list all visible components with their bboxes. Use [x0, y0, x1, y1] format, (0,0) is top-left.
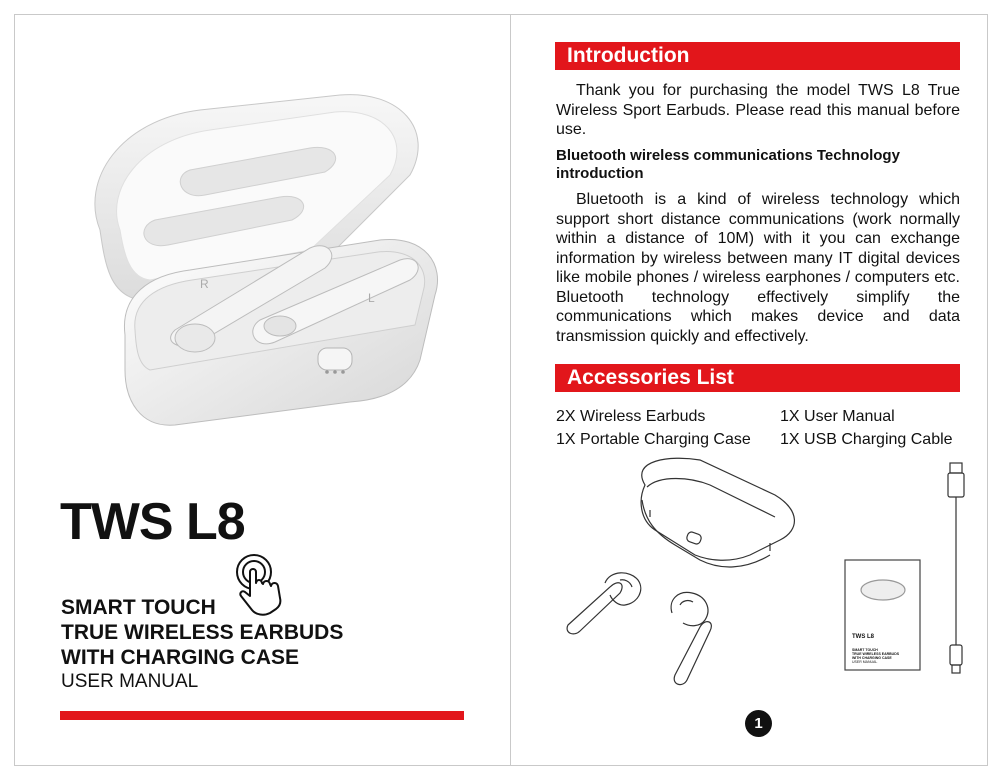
- product-title: TWS L8: [60, 493, 245, 551]
- mini-manual-title: TWS L8: [852, 634, 874, 640]
- bluetooth-subheading: Bluetooth wireless communications Technology introduction: [556, 147, 900, 182]
- intro-paragraph: Thank you for purchasing the model TWS L8 True Wireless Sport Earbuds. Please read this manual before use.: [556, 82, 960, 138]
- cover-accent-bar: [60, 711, 464, 720]
- accessory-item: 1X User Manual: [780, 408, 895, 425]
- introduction-heading: Introduction: [555, 42, 960, 70]
- content-page: [510, 0, 1000, 778]
- bluetooth-paragraph: Bluetooth is a kind of wireless technology which support short distance communications (work normally within a distance of 10M) with it you can exchange information by wireless between many IT digital devices like mobile phones / wireless earphones / computers etc. Bluetooth technology effectively simplify the communications which makes device and data transmission quickly and effectively.: [556, 191, 960, 345]
- mini-manual-line: SMART TOUCH: [852, 648, 878, 652]
- accessories-illustration: [550, 455, 990, 705]
- mini-manual-line: TRUE WIRELESS EARBUDS: [852, 652, 900, 656]
- page-number-badge: 1: [745, 710, 772, 737]
- accessory-item: 1X USB Charging Cable: [780, 431, 953, 448]
- left-bud-label: L: [368, 291, 375, 305]
- charging-case-illustration: [80, 80, 460, 440]
- accessory-item: 1X Portable Charging Case: [556, 431, 751, 448]
- case-line-art: [641, 458, 794, 567]
- right-bud-label: R: [200, 277, 209, 291]
- mini-manual: [845, 560, 920, 670]
- subtitle-line-3: WITH CHARGING CASE: [61, 646, 299, 669]
- user-manual-label: USER MANUAL: [61, 671, 199, 692]
- finger-touch-icon: [232, 552, 288, 618]
- subtitle-line-1: SMART TOUCH: [61, 596, 216, 619]
- mini-manual-line: WITH CHARGING CASE: [852, 656, 892, 660]
- earbud-line-art-1: [567, 573, 641, 634]
- accessories-heading: Accessories List: [555, 364, 960, 392]
- earbud-line-art-2: [671, 592, 711, 684]
- usb-cable-line-art: [948, 463, 964, 673]
- mini-manual-line: USER MANUAL: [852, 660, 878, 664]
- accessory-item: 2X Wireless Earbuds: [556, 408, 706, 425]
- subtitle-line-2: TRUE WIRELESS EARBUDS: [61, 621, 344, 644]
